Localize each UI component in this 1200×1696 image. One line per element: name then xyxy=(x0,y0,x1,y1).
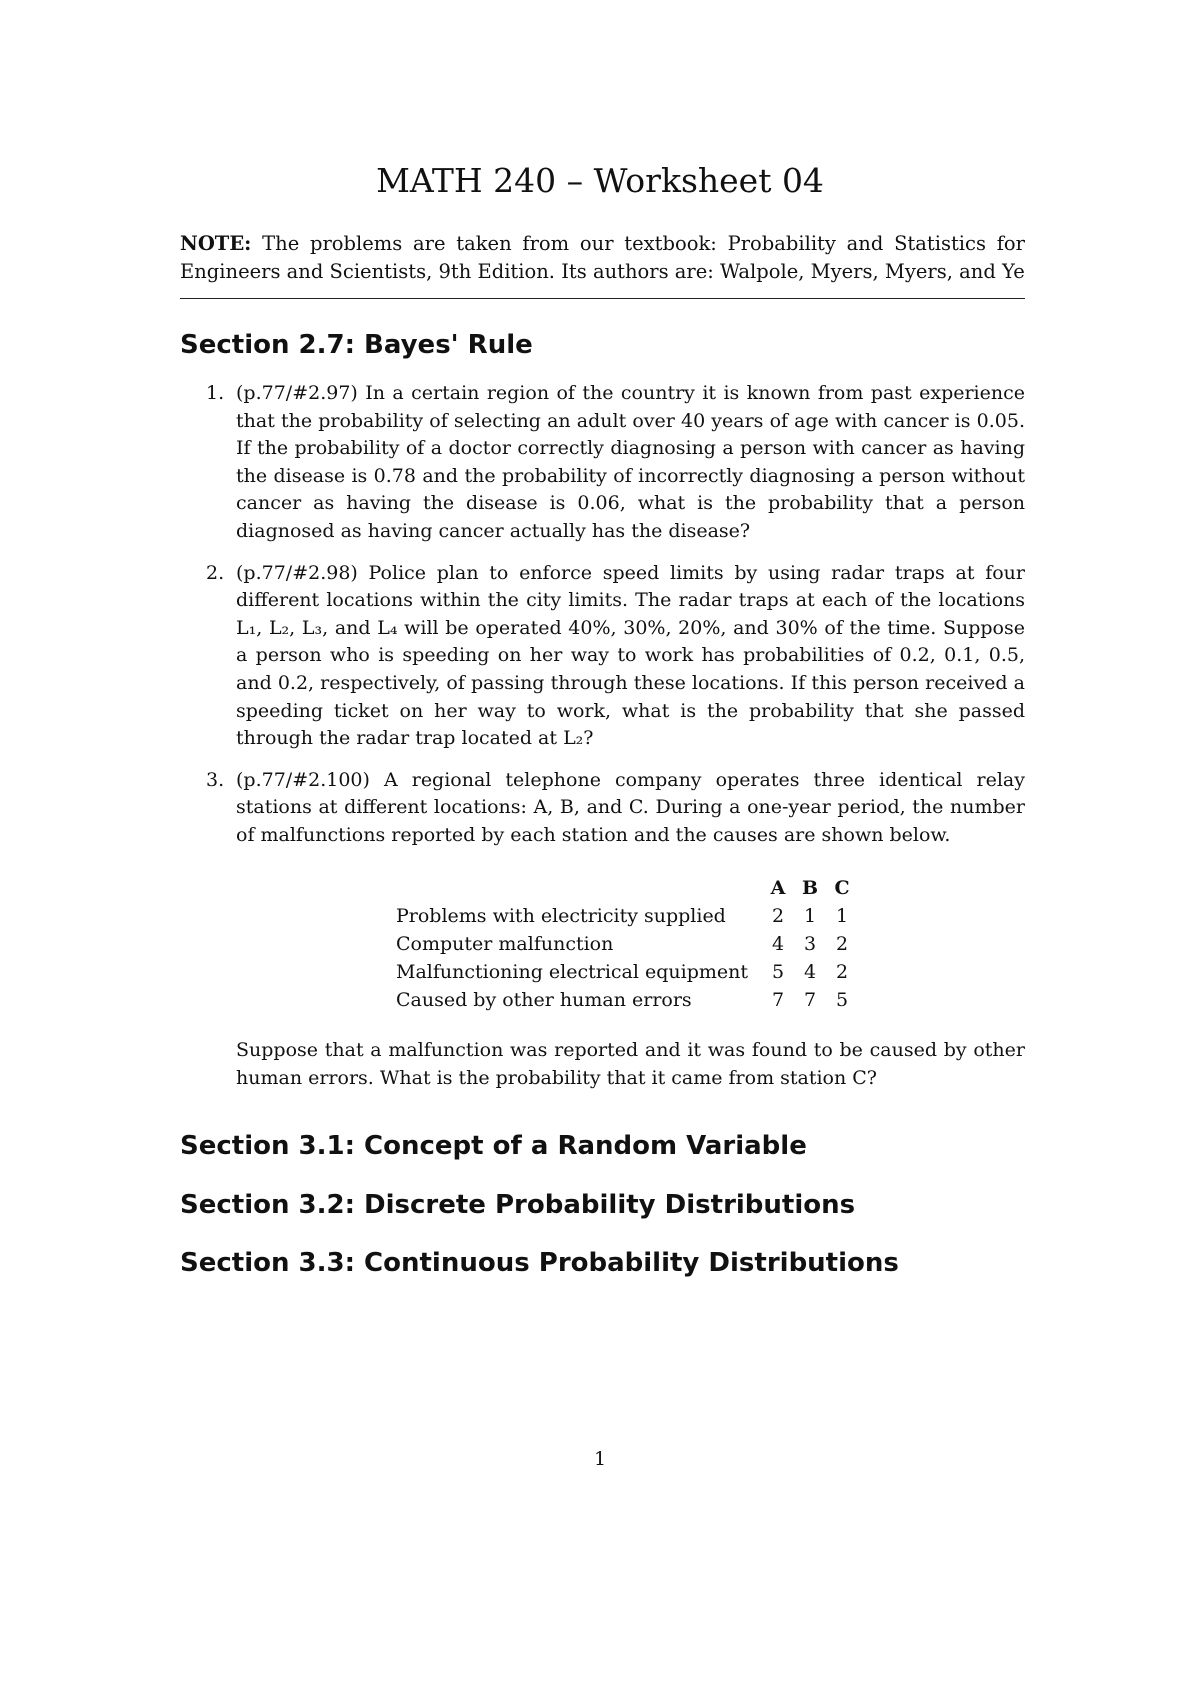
row-label: Computer malfunction xyxy=(396,933,614,955)
cell-value: 2 xyxy=(771,905,785,927)
row-label: Problems with electricity supplied xyxy=(396,905,726,927)
problem-number: 3. xyxy=(206,768,225,791)
cell-value: 1 xyxy=(835,905,849,927)
cell-value: 7 xyxy=(771,989,785,1011)
column-header-c: C xyxy=(834,877,850,899)
note-label: NOTE: xyxy=(180,232,252,255)
table-row xyxy=(396,930,858,958)
cell-value: 2 xyxy=(835,961,849,983)
problem-1 xyxy=(180,380,1025,546)
cell-value: 2 xyxy=(835,933,849,955)
row-label: Malfunctioning electrical equipment xyxy=(396,961,749,983)
cell-value: 5 xyxy=(835,989,849,1011)
problem-3-followup: Suppose that a malfunction was reported and it was found to be caused by other human errors. What is the probability that it came from station C? xyxy=(236,1039,1025,1089)
table-header-row xyxy=(396,874,858,902)
page-title: MATH 240 – Worksheet 04 xyxy=(376,161,824,200)
column-header-a: A xyxy=(770,877,786,899)
cell-value: 3 xyxy=(803,933,817,955)
row-label: Caused by other human errors xyxy=(396,989,692,1011)
problem-3 xyxy=(180,767,1025,850)
header-divider xyxy=(180,298,1025,299)
problem-text: (p.77/#2.98) Police plan to enforce speed limits by using radar traps at four different locations within the city limits. The radar traps at each of the locations L₁, L₂, L₃, and L₄ will be operated 40%, 30%, 20%, and 30% of the time. Suppose a person who is speeding on her way to work has probabilities of 0.2, 0.1, 0.5, and 0.2, respectively, of passing through these locations. If this person received a speeding ticket on her way to work, what is the probability that she passed through the radar trap located at L₂? xyxy=(236,561,1025,750)
textbook-note xyxy=(180,230,1025,286)
section-heading-2-7: Section 2.7: Bayes' Rule xyxy=(180,330,533,360)
section-heading-3-2: Section 3.2: Discrete Probability Distributions xyxy=(180,1190,856,1220)
problem-text: (p.77/#2.97) In a certain region of the country it is known from past experience that the probability of selecting an adult over 40 years of age with cancer is 0.05. If the probability of a doctor correctly diagnosing a person with cancer as having the disease is 0.78 and the probability of incorrectly diagnosing a person without cancer as having the disease is 0.06, what is the probability that a person diagnosed as having cancer actually has the disease? xyxy=(236,382,1025,542)
note-text: The problems are taken from our textbook: Probability and Statistics for Engineers and Scientists, 9th Edition. Its authors are: Walpole, Myers, Myers, and Ye xyxy=(180,232,1025,283)
cell-value: 4 xyxy=(771,933,785,955)
cell-value: 1 xyxy=(803,905,817,927)
cell-value: 4 xyxy=(803,961,817,983)
section-heading-3-1: Section 3.1: Concept of a Random Variable xyxy=(180,1131,807,1161)
problem-list xyxy=(180,380,1025,864)
cell-value: 7 xyxy=(803,989,817,1011)
malfunction-table xyxy=(396,874,858,1014)
problem-number: 2. xyxy=(206,561,225,584)
table-row xyxy=(396,902,858,930)
column-header-b: B xyxy=(801,877,819,899)
section-heading-3-3: Section 3.3: Continuous Probability Distributions xyxy=(180,1248,899,1278)
page-number: 1 xyxy=(593,1448,607,1470)
problem-2 xyxy=(180,560,1025,753)
table-row xyxy=(396,958,858,986)
cell-value: 5 xyxy=(771,961,785,983)
table-row xyxy=(396,986,858,1014)
problem-number: 1. xyxy=(206,382,225,404)
problem-text: (p.77/#2.100) A regional telephone company operates three identical relay stations at different locations: A, B, and C. During a one-year period, the number of malfunctions reported by each station and the causes are shown below. xyxy=(236,768,1025,846)
